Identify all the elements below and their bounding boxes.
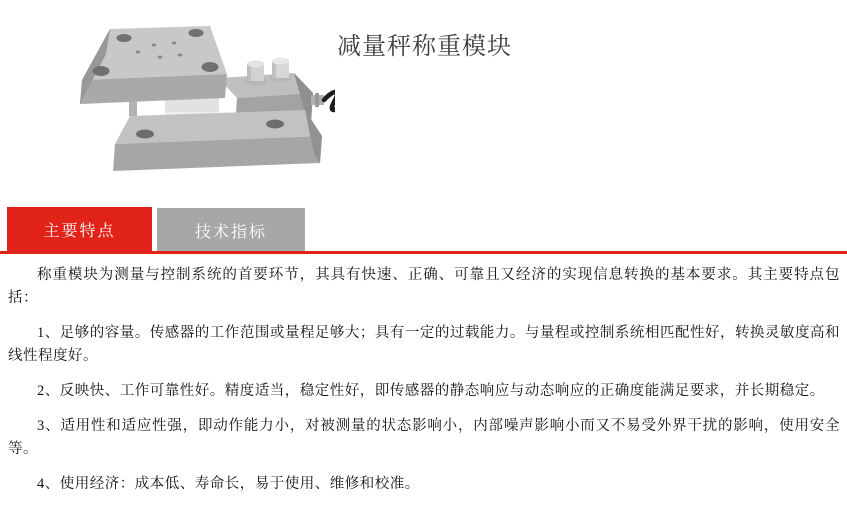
tab-tech-specs[interactable]: [157, 208, 305, 252]
page-title: 减量秤称重模块: [337, 33, 512, 61]
product-image: [70, 24, 335, 176]
feature-paragraph-1: 1、足够的容量。传感器的工作范围或量程足够大；具有一定的过载能力。与量程或控制系统相匹配性好，转换灵敏度高和线性程度好。: [8, 325, 840, 364]
tab-tech-specs-label: 技术指标: [194, 223, 267, 241]
feature-text: [8, 264, 840, 508]
tab-main-features[interactable]: [7, 207, 152, 252]
weighing-module-illustration: [70, 24, 335, 176]
accent-underline: [0, 251, 847, 254]
feature-paragraph-4: 4、使用经济：成本低、寿命长，易于使用、维修和校准。: [37, 476, 420, 492]
tab-bar: [0, 207, 847, 254]
feature-paragraph-intro: 称重模块为测量与控制系统的首要环节，其具有快速、正确、可靠且又经济的实现信息转换的基本要求。其主要特点包括：: [8, 267, 840, 306]
feature-paragraph-2: 2、反映快、工作可靠性好。精度适当，稳定性好，即传感器的静态响应与动态响应的正确度能满足要求，并长期稳定。: [37, 383, 825, 399]
feature-paragraph-3: 3、适用性和适应性强，即动作能力小，对被测量的状态影响小，内部噪声影响小而又不易受外界干扰的影响，使用安全等。: [8, 418, 840, 457]
tab-main-features-label: 主要特点: [43, 223, 116, 240]
